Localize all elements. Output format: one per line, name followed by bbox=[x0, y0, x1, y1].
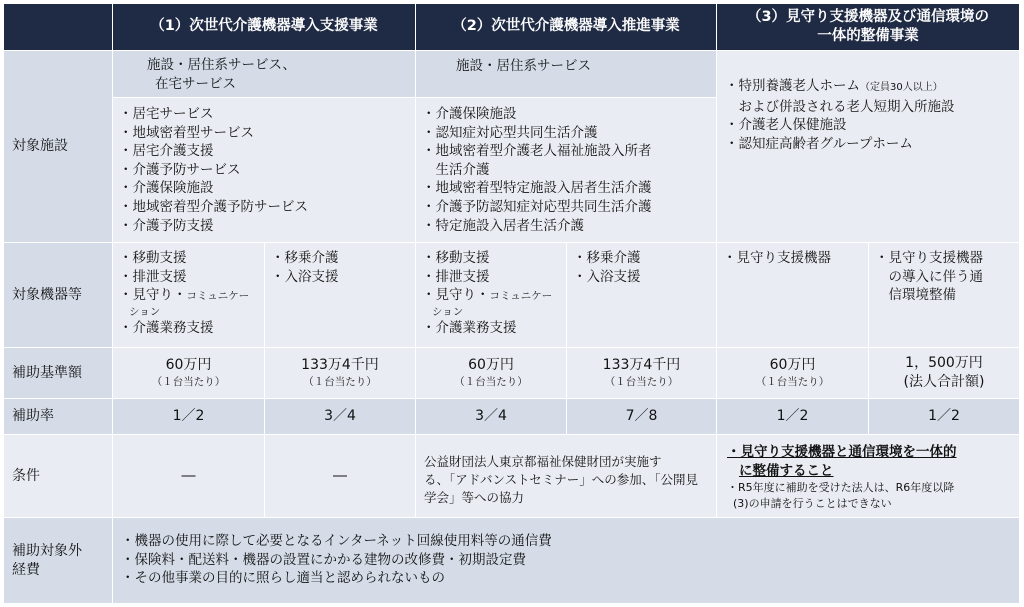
list-item: ・保険料・配送料・機器の設置にかかる建物の改修費・初期設定費 bbox=[121, 551, 526, 568]
condition-value: ― bbox=[333, 468, 347, 484]
amount-note: （１台当たり） bbox=[151, 376, 226, 388]
list-item: ・認知症対応型共同生活介護 bbox=[422, 124, 598, 141]
amount-note: （１台当たり） bbox=[604, 376, 679, 388]
col2a-equipment bbox=[416, 243, 566, 347]
rate-value: 7／8 bbox=[625, 408, 658, 424]
list-item: ・認知症高齢者グループホーム bbox=[725, 135, 913, 152]
list-item: ・介護老人保健施設 bbox=[725, 117, 847, 134]
condition-note: ・R5年度に補助を受けた法人は、R6年度以降 bbox=[727, 481, 955, 495]
rate-value: 1／2 bbox=[776, 408, 809, 424]
condition-line: ・見守り支援機器と通信環境を一体的 bbox=[727, 444, 957, 460]
col3-item1-note: （定員30人以上） bbox=[860, 82, 943, 93]
list-item: ・居宅サービス bbox=[119, 106, 214, 122]
subsidy-rate-label: 補助率 bbox=[12, 408, 54, 424]
excluded-label-line2: 経費 bbox=[12, 561, 40, 578]
list-item: ・介護予防認知症対応型共同生活介護 bbox=[422, 198, 652, 215]
amount-value: 60万円 bbox=[165, 357, 212, 373]
list-item: ・その他事業の目的に照らし適当と認められないもの bbox=[121, 570, 445, 587]
list-item: ・特定施設入居者生活介護 bbox=[422, 217, 584, 234]
col1-summary-line1: 施設・居住系サービス、 bbox=[147, 57, 296, 73]
list-item: の導入に伴う通 bbox=[875, 268, 983, 285]
list-item: ・介護業務支援 bbox=[422, 319, 517, 336]
col2-facility-list bbox=[416, 98, 716, 242]
list-item: ・見守り支援機器 bbox=[875, 250, 983, 266]
list-item: ・見守り支援機器 bbox=[723, 250, 831, 266]
amount-value: 60万円 bbox=[769, 357, 816, 373]
list-item bbox=[119, 286, 258, 305]
rate-value: 1／2 bbox=[928, 408, 960, 424]
list-item: ・介護保険施設 bbox=[422, 106, 517, 122]
rate-col3a bbox=[717, 399, 868, 434]
list-item-cont: ション bbox=[129, 305, 161, 318]
conditions-col3 bbox=[717, 435, 1019, 517]
list-item: ・地域密着型特定施設入居者生活介護 bbox=[422, 180, 652, 197]
list-item: ・移乗介護 bbox=[271, 250, 339, 266]
list-item: ・居宅介護支援 bbox=[119, 143, 214, 160]
list-item bbox=[422, 286, 560, 305]
header-col3 bbox=[717, 4, 1019, 50]
condition-value: ― bbox=[181, 468, 196, 484]
conditions-col1a bbox=[113, 435, 264, 517]
excluded-list bbox=[113, 518, 1019, 603]
condition-line: 公益財団法人東京都福祉保健財団が実施す bbox=[424, 454, 662, 469]
col3b-equipment bbox=[869, 243, 1019, 347]
rate-col2a bbox=[416, 399, 566, 434]
base-amount-col3b bbox=[869, 348, 1019, 398]
amount-note: （１台当たり） bbox=[303, 376, 377, 388]
base-amount-label: 補助基準額 bbox=[12, 364, 82, 381]
col2b-equipment bbox=[567, 243, 716, 347]
row-label-base-amount bbox=[4, 348, 112, 398]
base-amount-col1a bbox=[113, 348, 264, 398]
col3-facility-list bbox=[717, 51, 1019, 242]
list-item-small: コミュニケー bbox=[489, 290, 553, 303]
list-item-small: コミュニケー bbox=[186, 290, 250, 303]
header-col3-line1: （3）見守り支援機器及び通信環境の bbox=[746, 9, 990, 25]
target-equipment-label: 対象機器等 bbox=[12, 286, 82, 303]
list-item: ・地域密着型介護老人福祉施設入所者 bbox=[422, 143, 652, 160]
rate-col1b bbox=[265, 399, 415, 434]
condition-note: (3)の申請を行うことはできない bbox=[733, 497, 892, 511]
condition-line: る、「アドバンストセミナー」への参加、「公開見 bbox=[424, 472, 699, 487]
condition-line: 学会」等への協力 bbox=[424, 490, 525, 505]
amount-value: 60万円 bbox=[468, 357, 514, 373]
header-col1 bbox=[113, 4, 415, 50]
col1-summary bbox=[113, 51, 415, 97]
rate-col3b bbox=[869, 399, 1019, 434]
list-item: ・介護予防サービス bbox=[119, 161, 241, 178]
col1b-equipment bbox=[265, 243, 415, 347]
list-item bbox=[725, 77, 1013, 98]
col3-item1-text: ・特別養護老人ホーム bbox=[725, 78, 860, 94]
list-item: ・機器の使用に際して必要となるインターネット回線使用料等の通信費 bbox=[121, 533, 552, 549]
base-amount-col1b bbox=[265, 348, 415, 398]
col1-summary-line2: 在宅サービス bbox=[155, 75, 236, 92]
amount-note: （１台当たり） bbox=[454, 376, 528, 388]
amount-note: （１台当たり） bbox=[755, 376, 830, 388]
list-item-cont: ション bbox=[432, 305, 464, 318]
row-label-target-facility bbox=[4, 51, 112, 242]
list-item: ・地域密着型介護予防サービス bbox=[119, 198, 308, 215]
list-item: 信環境整備 bbox=[875, 287, 956, 304]
list-item: ・介護予防支援 bbox=[119, 217, 214, 234]
amount-value: 133万4千円 bbox=[602, 357, 681, 373]
rate-value: 3／4 bbox=[475, 408, 507, 424]
header-col2 bbox=[416, 4, 716, 50]
col1-facility-list bbox=[113, 98, 415, 242]
list-item: ・移乗介護 bbox=[573, 250, 641, 266]
amount-value: 133万4千円 bbox=[301, 357, 379, 373]
list-item: ・移動支援 bbox=[119, 250, 187, 266]
list-item: ・排泄支援 bbox=[422, 268, 490, 285]
list-item-text: ・見守り・ bbox=[422, 287, 490, 304]
header-corner bbox=[4, 4, 112, 50]
target-facility-label: 対象施設 bbox=[12, 138, 68, 154]
base-amount-col2a bbox=[416, 348, 566, 398]
col2-summary bbox=[416, 51, 716, 97]
list-item: 生活介護 bbox=[422, 161, 490, 178]
col2-summary-text: 施設・居住系サービス bbox=[456, 58, 591, 74]
header-col2-text: （2）次世代介護機器導入推進事業 bbox=[452, 18, 680, 34]
col3a-equipment bbox=[717, 243, 868, 347]
condition-line: に整備すること bbox=[739, 462, 834, 479]
row-label-subsidy-rate bbox=[4, 399, 112, 434]
list-item: ・入浴支援 bbox=[271, 268, 339, 285]
conditions-col2 bbox=[416, 435, 716, 517]
base-amount-col3a bbox=[717, 348, 868, 398]
list-item: ・地域密着型サービス bbox=[119, 124, 254, 141]
row-label-excluded bbox=[4, 518, 112, 603]
rate-col2b bbox=[567, 399, 716, 434]
conditions-label: 条件 bbox=[12, 467, 40, 484]
row-label-conditions bbox=[4, 435, 112, 517]
conditions-col1b bbox=[265, 435, 415, 517]
list-item: ・移動支援 bbox=[422, 250, 490, 266]
rate-col1a bbox=[113, 399, 264, 434]
col1a-equipment bbox=[113, 243, 264, 347]
rate-value: 1／2 bbox=[172, 408, 205, 424]
list-item-text: ・見守り・ bbox=[119, 287, 187, 304]
list-item: ・介護保険施設 bbox=[119, 180, 214, 197]
list-item: ・入浴支援 bbox=[573, 268, 641, 285]
row-label-target-equipment bbox=[4, 243, 112, 347]
amount-note: (法人合計額) bbox=[903, 374, 985, 390]
list-item: ・介護業務支援 bbox=[119, 319, 214, 336]
list-item: および併設される老人短期入所施設 bbox=[725, 98, 955, 115]
rate-value: 3／4 bbox=[324, 408, 356, 424]
header-col1-text: （1）次世代介護機器導入支援事業 bbox=[150, 18, 378, 34]
base-amount-col2b bbox=[567, 348, 716, 398]
amount-value: 1，500万円 bbox=[905, 355, 983, 371]
excluded-label-line1: 補助対象外 bbox=[12, 542, 82, 559]
header-col3-line2: 一体的整備事業 bbox=[817, 27, 919, 44]
list-item: ・排泄支援 bbox=[119, 268, 187, 285]
